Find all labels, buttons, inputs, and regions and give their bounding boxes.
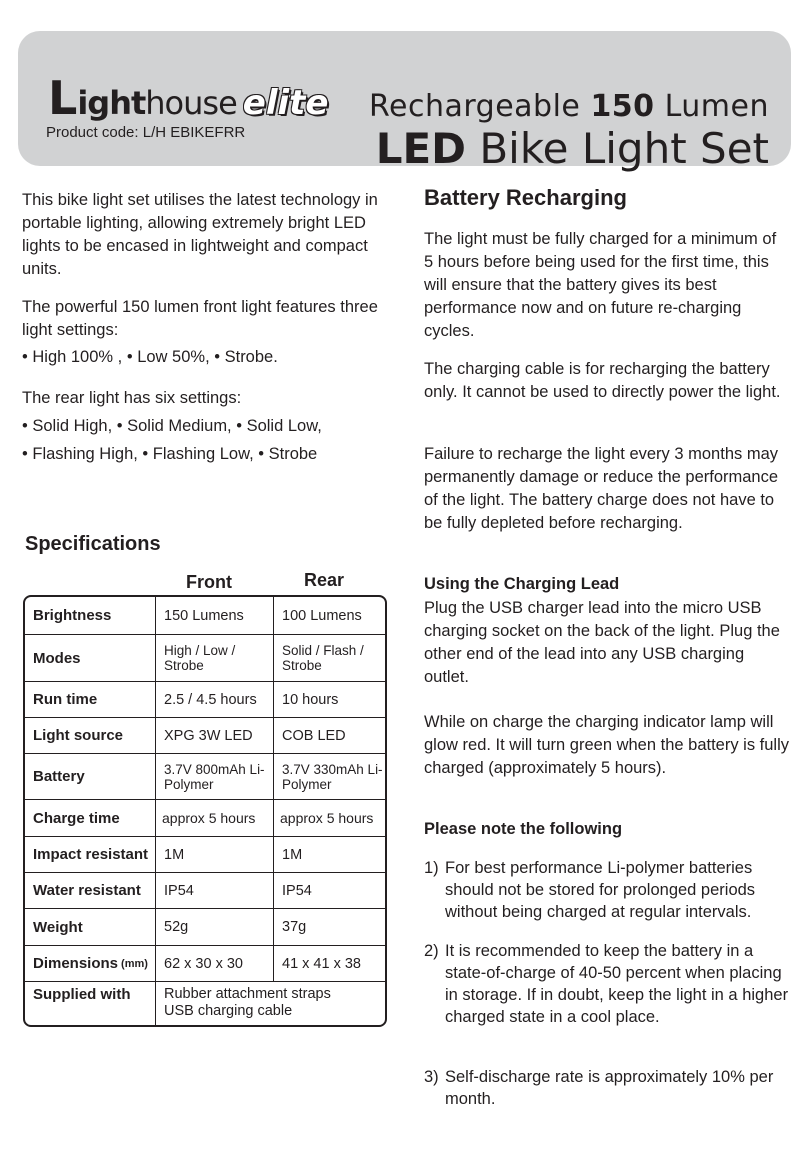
table-row: Modes High / Low / Strobe Solid / Flash / Strobe [25, 635, 385, 682]
table-row: Weight 52g 37g [25, 909, 385, 946]
front-modes-list: • High 100% , • Low 50%, • Strobe. [22, 348, 278, 366]
column-header-front: Front [186, 572, 232, 592]
specifications-heading: Specifications [25, 533, 161, 555]
table-row: Impact resistant 1M 1M [25, 837, 385, 873]
note-item-3: 3) Self-discharge rate is approximately 10% per month. [424, 1068, 774, 1108]
table-row: Light source XPG 3W LED COB LED [25, 718, 385, 754]
intro-paragraph-2: The powerful 150 lumen front light features three light settings: [22, 298, 378, 339]
product-code: Product code: L/H EBIKEFRR [46, 124, 246, 141]
title-line-1: Rechargeable 150 Lumen [369, 89, 769, 124]
intro-paragraph-1: This bike light set utilises the latest technology in portable lighting, allowing extremely bright LED lights to be encased in lightweight and compact units. [22, 191, 378, 278]
table-row: Brightness 150 Lumens 100 Lumens [25, 597, 385, 635]
column-header-rear: Rear [304, 570, 345, 590]
charging-lead-paragraph-2: While on charge the charging indicator lamp will glow red. It will turn green when the battery is fully charged (approximately 5 hours). [424, 713, 790, 777]
intro-paragraph-3: The rear light has six settings: [22, 389, 242, 407]
title-line-2: LED Bike Light Set [375, 124, 769, 173]
recharging-paragraph-1: The light must be fully charged for a minimum of 5 hours before being used for the first time, this will ensure that the battery gives its best performance now and on future re-charging cycles. [424, 230, 777, 340]
recharging-paragraph-2: The charging cable is for recharging the battery only. It cannot be used to directly power the light. [424, 360, 781, 401]
note-item-2: 2) It is recommended to keep the battery in a state-of-charge of 40-50 percent when placing in storage. If in doubt, keep the light in a higher charged state in a cool place. [424, 942, 789, 1026]
table-row: Charge time approx 5 hours approx 5 hours [25, 800, 385, 837]
charging-lead-paragraph-1: Plug the USB charger lead into the micro USB charging socket on the back of the light. Plug the other end of the lead into any USB charging outlet. [424, 599, 780, 686]
recharging-paragraph-3: Failure to recharge the light every 3 months may permanently damage or reduce the performance of the light. The battery charge does not have to be fully depleted before recharging. [424, 445, 779, 532]
table-row: Water resistant IP54 IP54 [25, 873, 385, 909]
rear-modes-list-1: • Solid High, • Solid Medium, • Solid Low, [22, 417, 322, 435]
rear-modes-list-2: • Flashing High, • Flashing Low, • Strobe [22, 445, 318, 463]
battery-recharging-heading: Battery Recharging [424, 185, 627, 210]
table-row: Run time 2.5 / 4.5 hours 10 hours [25, 682, 385, 718]
table-row: Battery 3.7V 800mAh Li-Polymer 3.7V 330mAh Li-Polymer [25, 754, 385, 800]
charging-lead-heading: Using the Charging Lead [424, 575, 620, 593]
table-row: Supplied with Rubber attachment straps USB charging cable [25, 982, 385, 1025]
note-item-1: 1) For best performance Li-polymer batteries should not be stored for prolonged periods without being charged at regular intervals. [424, 859, 756, 921]
table-row: Dimensions (mm) 62 x 30 x 30 41 x 41 x 38 [25, 946, 385, 982]
header-banner [18, 31, 791, 173]
note-heading: Please note the following [424, 820, 623, 838]
specifications-table [23, 595, 387, 1027]
brand-logo: L ight house elite [48, 71, 329, 125]
